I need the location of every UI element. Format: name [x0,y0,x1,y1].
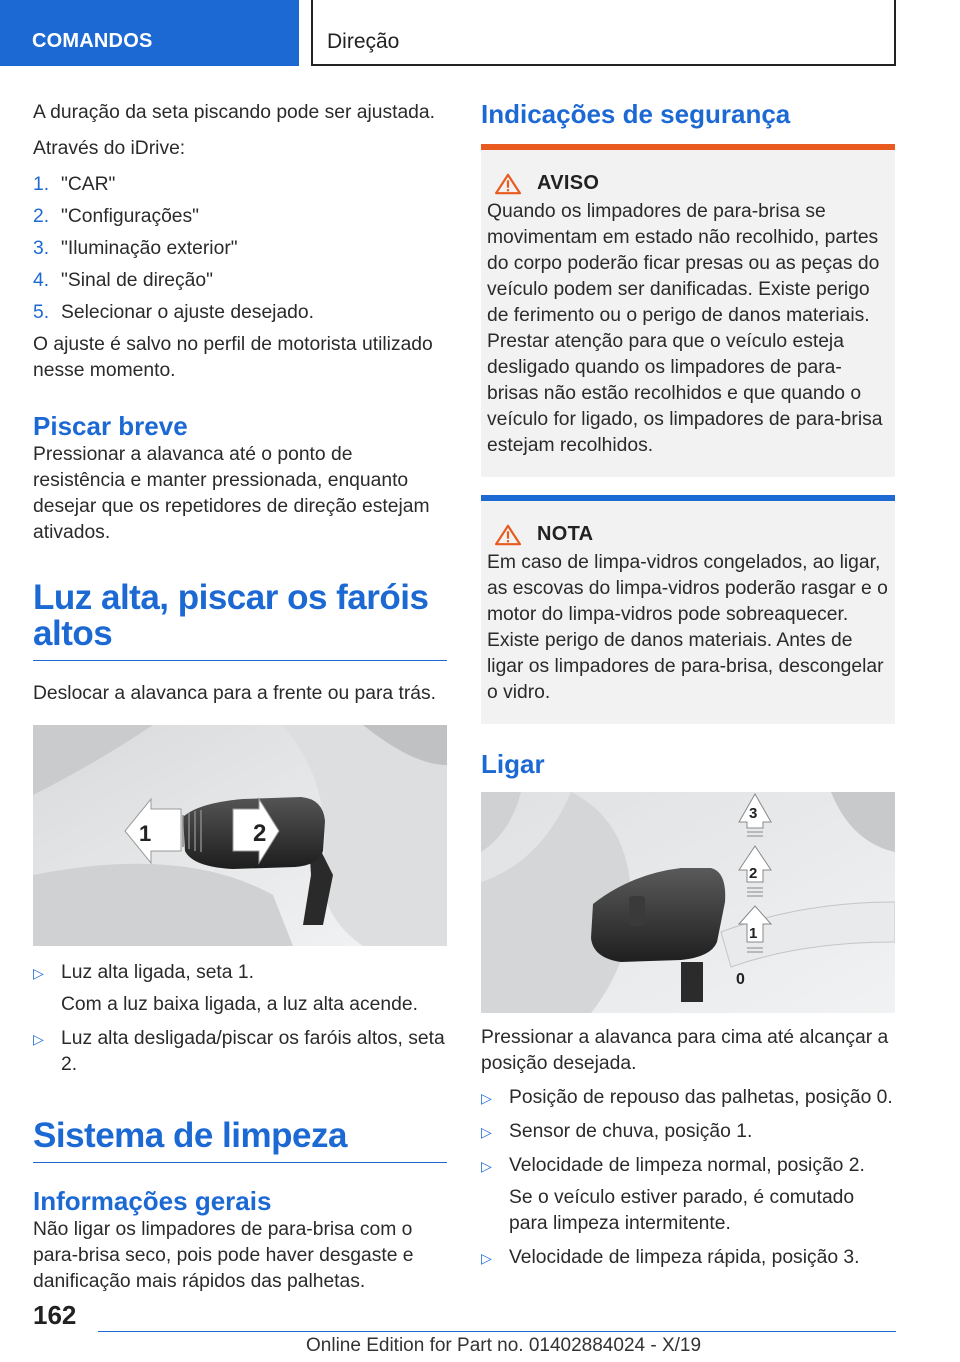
list-item [33,204,447,230]
header-section-label: COMANDOS [32,30,153,52]
step-text: "CAR" [61,174,116,195]
note-box [481,495,895,724]
step-text: "Configurações" [61,206,200,227]
warning-box [481,144,895,477]
wiper-lever-illustration [481,792,895,1013]
triangle-bullet-icon: ▷ [481,1124,492,1140]
luz-alta-bullets [33,960,447,1078]
position-label-1: 1 [749,925,758,942]
high-beam-lever-illustration [33,725,447,946]
footer-edition: Online Edition for Part no. 01402884024 - X/19 [306,1335,702,1356]
step-text: "Sinal de direção" [61,270,213,291]
idrive-steps [33,172,447,326]
triangle-bullet-icon: ▷ [481,1158,492,1174]
list-item [33,236,447,262]
bullet-text: Velocidade de limpeza normal, posição 2. [509,1155,865,1176]
left-column [33,100,447,1295]
step-text: Selecionar o ajuste desejado. [61,302,314,323]
right-column [481,98,895,1279]
list-item [481,1245,895,1271]
list-item [481,1119,895,1145]
note-text: Em caso de limpa-vidros congelados, ao ligar, as escovas do limpa-vidros poderão rasgar e o motor do limpa-vidros pode sobreaquecer. Existe perigo de danos materiais. Antes de ligar os limpadores de para-brisa, descongelar o vidro. [487,552,888,703]
note-triangle-icon [493,524,523,546]
profile-note: O ajuste é salvo no perfil de motorista utilizado nesse momento. [33,334,433,381]
wiper-drawing [481,792,895,1013]
footer-divider [98,1331,896,1332]
piscar-heading: Piscar breve [33,411,188,441]
lever-drawing [33,725,447,946]
arrow-label-2: 2 [253,820,267,847]
safety-heading: Indicações de segurança [481,99,791,129]
arrow-label-1: 1 [139,821,152,846]
step-text: "Iluminação exterior" [61,238,238,259]
luz-alta-heading: Luz alta, piscar os faróis altos [33,580,447,661]
ligar-heading: Ligar [481,749,545,779]
bullet-text: Luz alta desligada/piscar os faróis altos, seta 2. [61,1028,445,1075]
note-title: NOTA [537,523,594,545]
sistema-heading: Sistema de limpeza [33,1118,447,1163]
intro-text-1: A duração da seta piscando pode ser ajustada. [33,102,435,123]
header-topic-label: Direção [327,30,400,53]
piscar-text: Pressionar a alavanca até o ponto de resistência e manter pressionada, enquanto desejar que os repetidores de direção estejam ativados. [33,444,430,543]
step-number: 5. [33,302,50,323]
bullet-subtext: Com a luz baixa ligada, a luz alta acende. [61,994,418,1015]
bullet-text: Velocidade de limpeza rápida, posição 3. [509,1247,860,1268]
bullet-text: Sensor de chuva, posição 1. [509,1121,753,1142]
warning-triangle-icon [493,173,523,195]
list-item [33,172,447,198]
triangle-bullet-icon: ▷ [33,1031,44,1047]
intro-text-2: Através do iDrive: [33,138,186,159]
list-item [33,1026,447,1078]
bullet-text: Luz alta ligada, seta 1. [61,962,254,983]
step-number: 1. [33,174,50,195]
info-heading: Informações gerais [33,1186,272,1216]
header-topic-tab [311,0,896,66]
position-label-0: 0 [736,971,745,988]
ligar-bullets [481,1085,895,1271]
luz-alta-text: Deslocar a alavanca para a frente ou para trás. [33,683,436,704]
step-number: 4. [33,270,50,291]
triangle-bullet-icon: ▷ [481,1250,492,1266]
header-section-tab [0,0,299,66]
list-item [481,1153,895,1179]
bullet-subtext: Se o veículo estiver parado, é comutado para limpeza intermitente. [509,1187,855,1234]
triangle-bullet-icon: ▷ [33,965,44,981]
warning-text: Quando os limpadores de para-brisa se movimentam em estado não recolhido, partes do corpo poderão ficar presas ou as peças do veículo podem ser danificadas. Existe perigo de ferimento ou o perigo de danos materiais. Prestar atenção para que o veículo esteja desligado quando os limpadores de para-brisas não estão recolhidos e que quando o veículo for ligado, os limpadores de para-brisa estejam recolhidos. [487,201,883,456]
triangle-bullet-icon: ▷ [481,1090,492,1106]
position-label-3: 3 [749,805,758,822]
list-item [33,300,447,326]
bullet-text: Posição de repouso das palhetas, posição 0. [509,1087,893,1108]
warning-title: AVISO [537,172,600,194]
page-number: 162 [33,1300,77,1330]
info-text: Não ligar os limpadores de para-brisa com o para-brisa seco, pois pode haver desgaste e danificação mais rápidos das palhetas. [33,1219,414,1292]
step-number: 3. [33,238,50,259]
ligar-text: Pressionar a alavanca para cima até alcançar a posição desejada. [481,1027,889,1074]
position-label-2: 2 [749,865,758,882]
list-item [33,268,447,294]
list-item [33,960,447,986]
step-number: 2. [33,206,50,227]
list-item [481,1085,895,1111]
